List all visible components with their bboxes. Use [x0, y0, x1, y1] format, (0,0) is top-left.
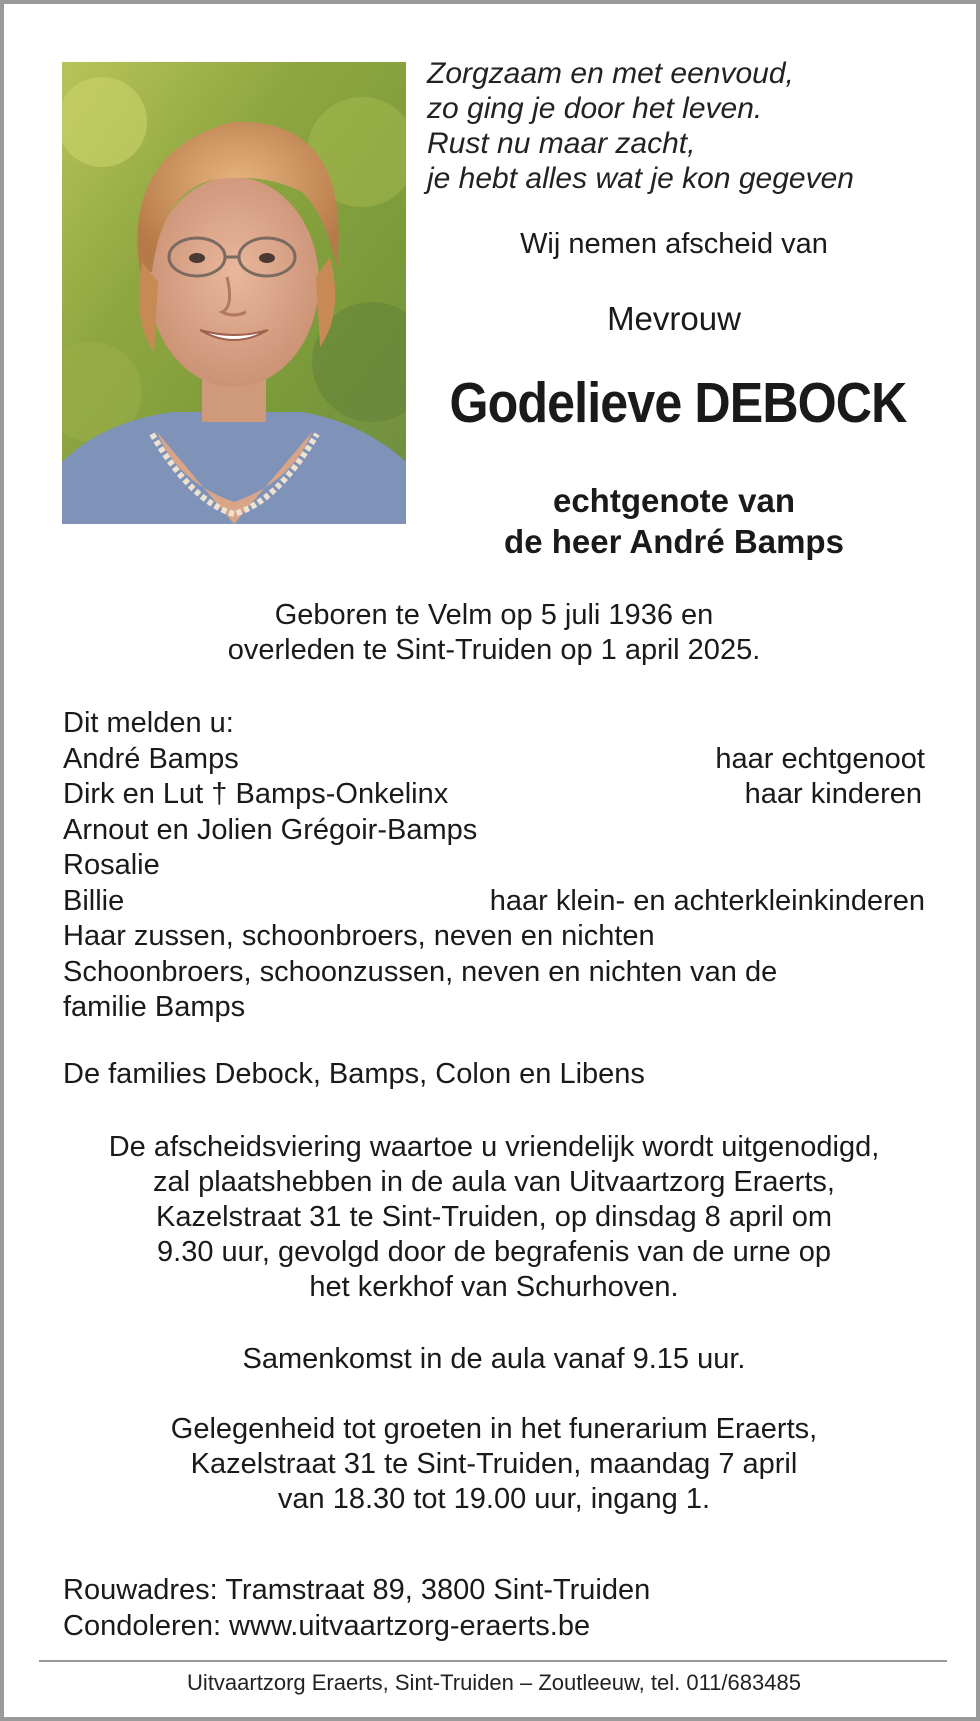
- ceremony-line: De afscheidsviering waartoe u vriendelijk wordt uitgenodigd,: [108, 1131, 880, 1163]
- relative-relation: haar klein- en achterkleinkinderen: [489, 884, 925, 917]
- ceremony-info: [44, 1130, 944, 1305]
- poem-line: zo ging je door het leven.: [427, 92, 763, 125]
- poem: [427, 56, 947, 196]
- portrait-photo: [62, 62, 406, 524]
- list-item: [63, 742, 925, 778]
- ceremony-line: Kazelstraat 31 te Sint-Truiden, op dinsdag 8 april om: [156, 1201, 832, 1233]
- relative-relation: haar kinderen: [744, 778, 922, 810]
- ceremony-line: het kerkhof van Schurhoven.: [309, 1271, 679, 1303]
- relative-name: Dirk en Lut † Bamps-Onkelinx: [63, 778, 449, 810]
- relative-name: Rosalie: [63, 849, 160, 881]
- list-item: [63, 990, 925, 1026]
- poem-line: je hebt alles wat je kon gegeven: [427, 162, 854, 195]
- relative-relation: haar echtgenoot: [715, 742, 925, 775]
- deceased-name: Godelieve DEBOCK: [449, 371, 907, 435]
- spouse-line: echtgenote van: [552, 482, 796, 519]
- dates-line: Geboren te Velm op 5 juli 1936 en: [274, 599, 714, 631]
- birth-death-dates: [44, 598, 944, 668]
- visit-line: Gelegenheid tot groeten in het funerarium Eraerts,: [170, 1413, 818, 1445]
- ceremony-line: zal plaatshebben in de aula van Uitvaartzorg Eraerts,: [153, 1166, 835, 1198]
- relative-name: familie Bamps: [63, 991, 246, 1023]
- list-item: [63, 777, 925, 813]
- intro-text: Wij nemen afscheid van: [520, 228, 828, 260]
- spouse-info: [414, 480, 934, 562]
- mourning-address: Rouwadres: Tramstraat 89, 3800 Sint-Truiden: [63, 1574, 651, 1606]
- poem-line: Rust nu maar zacht,: [427, 127, 696, 160]
- announce-label: Dit melden u:: [63, 707, 234, 739]
- list-item: [63, 919, 925, 955]
- ceremony-line: 9.30 uur, gevolgd door de begrafenis van de urne op: [157, 1236, 831, 1268]
- list-item: [63, 813, 925, 849]
- relatives-list: [63, 706, 925, 1026]
- dates-line: overleden te Sint-Truiden op 1 april 2025.: [227, 634, 761, 666]
- footer-divider: [39, 1660, 947, 1662]
- list-item: [63, 884, 925, 920]
- relative-name: André Bamps: [63, 742, 239, 775]
- families-line: De families Debock, Bamps, Colon en Libens: [63, 1058, 645, 1090]
- relative-name: Haar zussen, schoonbroers, neven en nichten: [63, 920, 655, 952]
- list-item: [63, 848, 925, 884]
- visit-line: van 18.30 tot 19.00 uur, ingang 1.: [277, 1483, 711, 1515]
- relative-name: Schoonbroers, schoonzussen, neven en nichten van de: [63, 955, 778, 988]
- honorific: Mevrouw: [607, 300, 741, 337]
- spouse-line: de heer André Bamps: [504, 523, 844, 560]
- condolence-website[interactable]: Condoleren: www.uitvaartzorg-eraerts.be: [63, 1610, 591, 1642]
- funeral-home-footer: Uitvaartzorg Eraerts, Sint-Truiden – Zoutleeuw, tel. 011/683485: [187, 1670, 801, 1695]
- relative-name: Arnout en Jolien Grégoir-Bamps: [63, 813, 478, 846]
- meeting-info: Samenkomst in de aula vanaf 9.15 uur.: [242, 1343, 746, 1375]
- poem-line: Zorgzaam en met eenvoud,: [427, 57, 794, 90]
- contact-info: [63, 1572, 650, 1644]
- visitation-info: [44, 1412, 944, 1517]
- list-item: [63, 955, 925, 991]
- relative-name: Billie: [63, 884, 125, 917]
- visit-line: Kazelstraat 31 te Sint-Truiden, maandag 7 april: [190, 1448, 798, 1480]
